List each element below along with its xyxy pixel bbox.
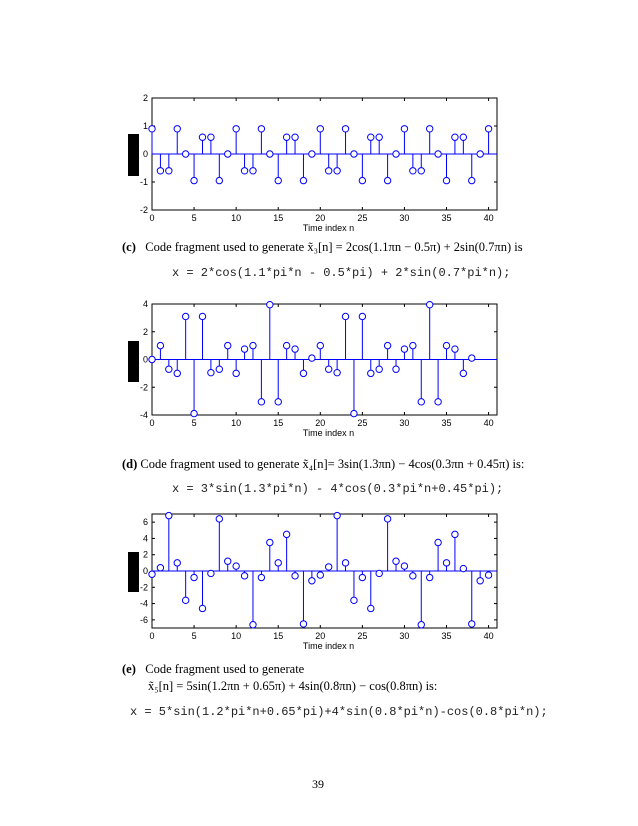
stem-marker	[418, 622, 424, 628]
y-tick-label: -2	[139, 382, 148, 393]
x-tick-label: 15	[273, 631, 284, 641]
caption-c-suffix: is	[514, 240, 523, 254]
x-tick-label: 15	[273, 418, 284, 428]
caption-c-text: Code fragment used to generate	[145, 240, 305, 254]
stem-marker	[149, 571, 155, 577]
x-tick-label: 5	[191, 631, 197, 641]
x-axis-label: Time index n	[302, 641, 355, 651]
stem-marker	[469, 621, 475, 627]
stem-marker	[225, 558, 231, 564]
x-tick-label: 0	[149, 418, 155, 428]
stem-marker	[460, 565, 466, 571]
x-tick-label: 5	[191, 213, 197, 223]
x-tick-label: 10	[231, 213, 242, 223]
caption-e-formula: x̃₅[n] = 5sin(1.2πn + 0.65π) + 4sin(0.8πn) − cos(0.8πn)	[148, 679, 423, 693]
stem-marker	[174, 560, 180, 566]
stem-marker	[199, 605, 205, 611]
caption-e-line2	[148, 679, 437, 694]
y-tick-label: 2	[142, 326, 148, 337]
stem-marker	[359, 574, 365, 580]
caption-c-label: (c)	[122, 240, 136, 254]
stem-marker	[477, 578, 483, 584]
x-tick-label: 15	[273, 213, 284, 223]
stem-marker	[326, 564, 332, 570]
x-tick-label: 0	[149, 631, 155, 641]
stem-marker	[166, 512, 172, 518]
x-tick-label: 40	[483, 213, 494, 223]
x-tick-label: 25	[357, 213, 368, 223]
code-e: x = 5*sin(1.2*pi*n+0.65*pi)+4*sin(0.8*pi*n)-cos(0.8*pi*n);	[130, 705, 548, 719]
y-tick-label: 4	[142, 299, 148, 309]
stem-marker	[376, 570, 382, 576]
x-tick-label: 25	[357, 631, 368, 641]
caption-d-label: (d)	[122, 457, 138, 471]
stem-marker	[309, 578, 315, 584]
y-tick-label: 2	[142, 549, 148, 560]
stem-marker	[292, 573, 298, 579]
y-tick-label: 4	[142, 533, 148, 544]
y-tick-label: 6	[142, 517, 148, 528]
y-tick-label: 0	[142, 566, 148, 576]
x-axis-label: Time index n	[302, 428, 355, 438]
caption-e-suffix: is:	[425, 679, 438, 693]
code-d: x = 3*sin(1.3*pi*n) - 4*cos(0.3*pi*n+0.45*pi);	[172, 482, 504, 496]
x-tick-label: 30	[399, 213, 410, 223]
stem-marker	[267, 539, 273, 545]
stem-marker	[384, 516, 390, 522]
y-tick-label: 0	[142, 149, 148, 159]
y-tick-label: 1	[142, 121, 148, 131]
stem-marker	[393, 558, 399, 564]
stem-marker	[216, 516, 222, 522]
caption-d-text: Code fragment used to generate	[140, 457, 300, 471]
caption-e-label: (e)	[122, 662, 136, 676]
stem-marker	[208, 570, 214, 576]
stem-marker	[410, 573, 416, 579]
stem-marker	[401, 563, 407, 569]
stem-marker	[342, 560, 348, 566]
stem-marker	[191, 574, 197, 580]
caption-e	[122, 662, 304, 677]
y-tick-label: 2	[142, 93, 148, 103]
stem-marker	[452, 531, 458, 537]
caption-d-formula: x̃₄[n]= 3sin(1.3πn) − 4cos(0.3πn + 0.45π)	[302, 457, 510, 471]
stem-marker	[351, 597, 357, 603]
stem-marker	[317, 572, 323, 578]
caption-d-suffix: is:	[512, 457, 525, 471]
x-tick-label: 20	[315, 418, 326, 428]
code-c: x = 2*cos(1.1*pi*n - 0.5*pi) + 2*sin(0.7*pi*n);	[172, 266, 511, 280]
stem-marker	[258, 574, 264, 580]
x-tick-label: 0	[149, 213, 155, 223]
x-tick-label: 10	[231, 418, 242, 428]
stem-marker	[368, 605, 374, 611]
stem-marker	[275, 560, 281, 566]
y-tick-label: -2	[139, 205, 148, 215]
y-tick-label: -4	[139, 598, 148, 609]
stem-marker	[241, 573, 247, 579]
stem-marker	[157, 565, 163, 571]
y-tick-label: 0	[142, 354, 148, 365]
stem-marker	[485, 572, 491, 578]
y-tick-label: -4	[139, 410, 148, 420]
stem-marker	[334, 512, 340, 518]
stem-marker	[435, 539, 441, 545]
x-tick-label: 30	[399, 418, 410, 428]
y-tick-label: -2	[139, 582, 148, 593]
stem-marker	[250, 622, 256, 628]
stem-marker	[443, 560, 449, 566]
x-axis-label: Time index n	[302, 223, 355, 233]
page-number: 39	[312, 777, 324, 791]
x-tick-label: 5	[191, 418, 197, 428]
y-tick-label: -1	[139, 177, 148, 187]
stem-marker	[233, 563, 239, 569]
stem-marker	[283, 531, 289, 537]
x-tick-label: 35	[441, 418, 452, 428]
caption-c-formula: x̃₃[n] = 2cos(1.1πn − 0.5π) + 2sin(0.7πn)	[307, 240, 512, 254]
x-tick-label: 40	[483, 631, 494, 641]
stem-marker	[426, 574, 432, 580]
x-tick-label: 20	[315, 213, 326, 223]
x-tick-label: 25	[357, 418, 368, 428]
stem-marker	[300, 621, 306, 627]
caption-e-text: Code fragment used to generate	[145, 662, 305, 676]
x-tick-label: 10	[231, 631, 242, 641]
x-tick-label: 30	[399, 631, 410, 641]
x-tick-label: 35	[441, 213, 452, 223]
x-tick-label: 20	[315, 631, 326, 641]
x-tick-label: 35	[441, 631, 452, 641]
stem-marker	[182, 597, 188, 603]
x-tick-label: 40	[483, 418, 494, 428]
y-tick-label: -6	[139, 614, 148, 625]
